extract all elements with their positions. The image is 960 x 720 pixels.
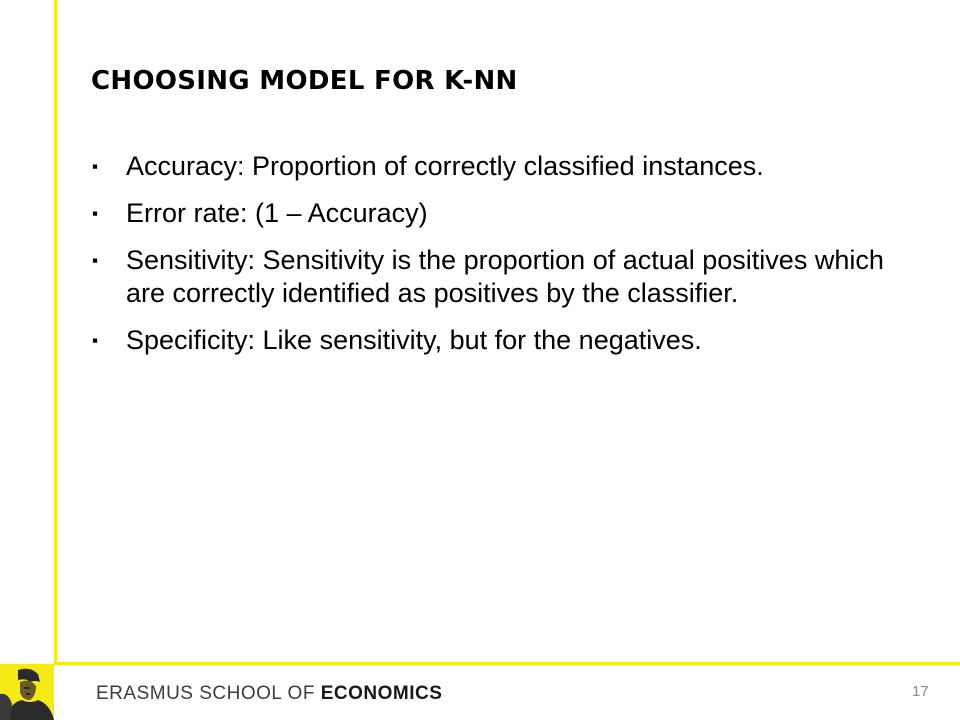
square-bullet-icon: ▪ [92, 157, 99, 176]
footer-school-text: ERASMUS SCHOOL OF [96, 683, 321, 704]
bullet-item-accuracy [92, 150, 912, 183]
slide-title: CHOOSING MODEL FOR K-NN [91, 66, 518, 96]
erasmus-logo-icon [0, 664, 54, 720]
page-number: 17 [912, 683, 929, 700]
bullet-list [92, 150, 912, 371]
bullet-text: Error rate: (1 – Accuracy) [126, 198, 428, 228]
bullet-text: Specificity: Like sensitivity, but for the negatives. [126, 325, 702, 355]
accent-horizontal-line [54, 662, 960, 665]
bullet-item-specificity [92, 324, 912, 357]
bullet-text: Sensitivity: Sensitivity is the proportion of actual positives which are correctly identified as positives by the classifier. [126, 245, 884, 308]
square-bullet-icon: ▪ [92, 331, 99, 350]
accent-vertical-line [54, 0, 57, 664]
bullet-text: Accuracy: Proportion of correctly classified instances. [126, 151, 764, 181]
footer-school-name [96, 683, 442, 705]
bullet-item-sensitivity [92, 244, 912, 310]
square-bullet-icon: ▪ [92, 251, 99, 270]
footer-school-bold: ECONOMICS [320, 683, 443, 704]
bullet-item-error-rate [92, 197, 912, 230]
square-bullet-icon: ▪ [92, 204, 99, 223]
